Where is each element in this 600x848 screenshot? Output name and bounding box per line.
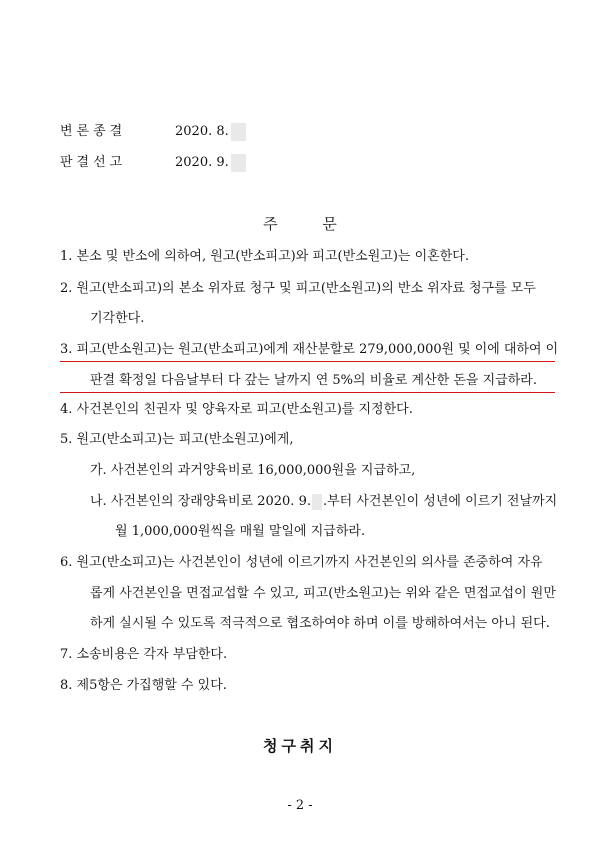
order-item-5-na — [90, 492, 557, 512]
order-item-1: 1. 본소 및 반소에 의하여, 원고(반소피고)와 피고(반소원고)는 이혼한다. — [60, 249, 469, 264]
order-item-2-cont: 기각한다. — [90, 311, 145, 326]
claim-heading: 청구취지 — [263, 737, 337, 755]
closing-date-text: 2020. 8. — [175, 124, 229, 139]
sentence-date-text: 2020. 9. — [175, 155, 229, 170]
na-prefix: 나. 사건본인의 장래양육비로 2020. 9. — [90, 494, 311, 509]
order-item-6: 6. 원고(반소피고)는 사건본인이 성년에 이르기까지 사건본인의 의사를 존중하여 자유 — [60, 555, 543, 570]
order-item-5-na-cont: 월 1,000,000원씩을 매월 말일에 지급하라. — [115, 524, 366, 539]
order-item-6-cont-1: 롭게 사건본인을 면접교섭할 수 있고, 피고(반소원고)는 위와 같은 면접교섭이 원만 — [90, 586, 556, 601]
order-item-4: 4. 사건본인의 친권자 및 양육자로 피고(반소원고)를 지정한다. — [60, 402, 413, 417]
order-item-5: 5. 원고(반소피고)는 피고(반소원고)에게, — [60, 432, 294, 447]
main-heading: 주 문 — [263, 215, 337, 233]
redacted-block — [312, 494, 322, 510]
redacted-block — [231, 123, 246, 141]
order-item-2: 2. 원고(반소피고)의 본소 위자료 청구 및 피고(반소원고)의 반소 위자료 청구를 모두 — [60, 281, 536, 296]
redacted-block — [231, 154, 246, 172]
order-item-7: 7. 소송비용은 각자 부담한다. — [60, 647, 228, 662]
na-suffix: .부터 사건본인이 성년에 이르기 전날까지 — [322, 494, 558, 509]
order-item-3: 3. 피고(반소원고)는 원고(반소피고)에게 재산분할로 279,000,000원 및 이에 대하여 이 — [60, 342, 559, 357]
red-underline — [60, 361, 555, 362]
sentence-date-value — [175, 153, 246, 173]
sentence-date-label: 판결선고 — [60, 155, 127, 170]
order-item-6-cont-2: 하게 실시될 수 있도록 적극적으로 협조하여야 하며 이를 방해하여서는 아니 된다. — [90, 616, 550, 631]
order-item-8: 8. 제5항은 가집행할 수 있다. — [60, 678, 227, 693]
order-item-3-cont: 판결 확정일 다음날부터 다 갚는 날까지 연 5%의 비율로 계산한 돈을 지급하라. — [90, 373, 537, 388]
order-item-5-ga: 가. 사건본인의 과거양육비로 16,000,000원을 지급하고, — [90, 463, 416, 478]
closing-date-label: 변론종결 — [60, 124, 127, 139]
closing-date-value — [175, 122, 246, 142]
page-number: - 2 - — [287, 798, 313, 813]
red-underline — [60, 392, 555, 393]
